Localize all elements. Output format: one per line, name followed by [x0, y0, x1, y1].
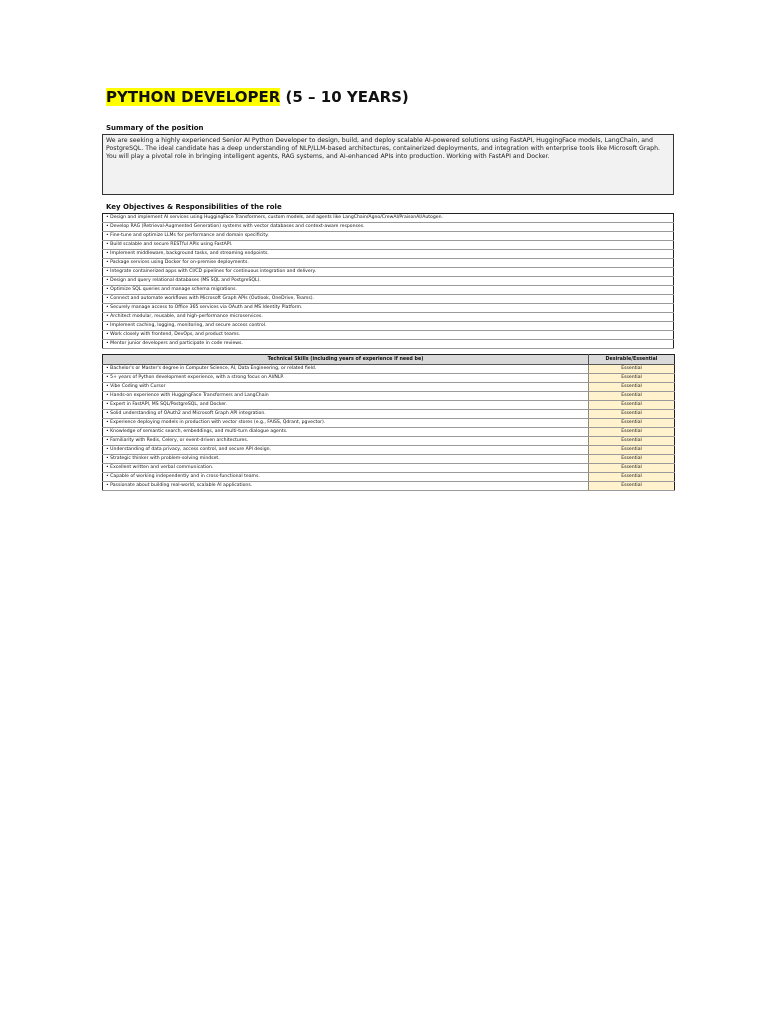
- skill-text: • Expert in FastAPI, MS SQL/PostgreSQL, and Docker.: [103, 401, 589, 410]
- objective-row: [103, 268, 674, 277]
- objective-item: • Design and implement AI services using HuggingFace Transformers, custom models, and agents like LangChain/Agno/CrewAI/PraisonAI/Autogen.: [103, 214, 674, 223]
- objective-row: [103, 241, 674, 250]
- objective-item: • Integrate containerized apps with CI/CD pipelines for continuous integration and delivery.: [103, 268, 674, 277]
- skill-text: • Familiarity with Redis, Celery, or event-driven architectures.: [103, 437, 589, 446]
- skill-row: [103, 365, 675, 374]
- objective-row: [103, 331, 674, 340]
- skill-text: • Strategic thinker with problem-solving mindset.: [103, 455, 589, 464]
- objective-item: • Fine-tune and optimize LLMs for performance and domain specificity.: [103, 232, 674, 241]
- objective-item: • Securely manage access to Office 365 services via OAuth and MS Identity Platform.: [103, 304, 674, 313]
- summary-heading: Summary of the position: [106, 124, 204, 132]
- skill-text: • Hands-on experience with HuggingFace Transformers and LangChain: [103, 392, 589, 401]
- objective-item: • Connect and automate workflows with Microsoft Graph APIs (Outlook, OneDrive, Teams).: [103, 295, 674, 304]
- skill-row: [103, 464, 675, 473]
- skill-requirement: Essential: [589, 392, 675, 401]
- skill-text: • Solid understanding of OAuth2 and Microsoft Graph API integration.: [103, 410, 589, 419]
- skill-row: [103, 410, 675, 419]
- skill-text: • Bachelor's or Master's degree in Computer Science, AI, Data Engineering, or related field.: [103, 365, 589, 374]
- objective-item: • Optimize SQL queries and manage schema migrations.: [103, 286, 674, 295]
- title-highlighted: PYTHON DEVELOPER: [106, 88, 281, 106]
- skill-text: • 5+ years of Python development experience, with a strong focus on AI/NLP.: [103, 374, 589, 383]
- skill-requirement: Essential: [589, 455, 675, 464]
- skill-row: [103, 446, 675, 455]
- skill-row: [103, 473, 675, 482]
- skill-row: [103, 419, 675, 428]
- skill-row: [103, 392, 675, 401]
- skill-text: • Capable of working independently and in cross-functional teams.: [103, 473, 589, 482]
- skill-text: • Experience deploying models in production with vector stores (e.g., FAISS, Qdrant, pgvector).: [103, 419, 589, 428]
- skill-requirement: Essential: [589, 374, 675, 383]
- skill-requirement: Essential: [589, 365, 675, 374]
- objective-item: • Work closely with frontend, DevOps, and product teams.: [103, 331, 674, 340]
- skill-text: • Excellent written and verbal communication.: [103, 464, 589, 473]
- objective-item: • Package services using Docker for on-premise deployments.: [103, 259, 674, 268]
- skill-text: • Passionate about building real-world, scalable AI applications.: [103, 482, 589, 491]
- objective-row: [103, 232, 674, 241]
- objective-item: • Implement middleware, background tasks, and streaming endpoints.: [103, 250, 674, 259]
- skill-requirement: Essential: [589, 401, 675, 410]
- objective-item: • Implement caching, logging, monitoring, and secure access control.: [103, 322, 674, 331]
- skill-requirement: Essential: [589, 464, 675, 473]
- skills-header-row: [103, 355, 675, 365]
- skill-requirement: Essential: [589, 383, 675, 392]
- skill-text: • Vibe Coding with Cursor: [103, 383, 589, 392]
- skill-row: [103, 383, 675, 392]
- objective-row: [103, 313, 674, 322]
- objective-item: • Architect modular, reusable, and high-performance microservices.: [103, 313, 674, 322]
- skills-table: [102, 354, 675, 491]
- objective-item: • Build scalable and secure RESTful APIs using FastAPI.: [103, 241, 674, 250]
- skill-requirement: Essential: [589, 482, 675, 491]
- skill-requirement: Essential: [589, 446, 675, 455]
- objective-item: • Design and query relational databases (MS SQL and PostgreSQL).: [103, 277, 674, 286]
- skill-text: • Knowledge of semantic search, embeddings, and multi-turn dialogue agents.: [103, 428, 589, 437]
- objective-row: [103, 250, 674, 259]
- objective-row: [103, 214, 674, 223]
- skill-requirement: Essential: [589, 410, 675, 419]
- skill-row: [103, 428, 675, 437]
- skill-requirement: Essential: [589, 428, 675, 437]
- skill-row: [103, 455, 675, 464]
- objective-row: [103, 340, 674, 349]
- objective-row: [103, 286, 674, 295]
- objective-row: [103, 304, 674, 313]
- skill-row: [103, 437, 675, 446]
- skill-row: [103, 482, 675, 491]
- objective-row: [103, 259, 674, 268]
- objective-row: [103, 295, 674, 304]
- skill-row: [103, 374, 675, 383]
- objectives-table: [102, 213, 674, 349]
- objectives-heading: Key Objectives & Responsibilities of the role: [106, 203, 282, 211]
- title-rest: (5 – 10 YEARS): [280, 88, 409, 106]
- page-title: [106, 88, 409, 106]
- skill-requirement: Essential: [589, 437, 675, 446]
- objective-row: [103, 223, 674, 232]
- skill-text: • Understanding of data privacy, access control, and secure API design.: [103, 446, 589, 455]
- objective-item: • Develop RAG (Retrieval-Augmented Generation) systems with vector databases and context-aware responses.: [103, 223, 674, 232]
- skill-requirement: Essential: [589, 473, 675, 482]
- skills-col-header: Technical Skills (including years of experience if need be): [103, 355, 589, 365]
- requirement-col-header: Desirable/Essential: [589, 355, 675, 365]
- skill-row: [103, 401, 675, 410]
- skill-requirement: Essential: [589, 419, 675, 428]
- objective-row: [103, 277, 674, 286]
- objective-row: [103, 322, 674, 331]
- objective-item: • Mentor junior developers and participate in code reviews.: [103, 340, 674, 349]
- summary-box: We are seeking a highly experienced Senior AI Python Developer to design, build, and deploy scalable AI-powered solutions using FastAPI, HuggingFace models, LangChain, and PostgreSQL. The ideal candidate has a deep understanding of NLP/LLM-based architectures, containerized deployments, and integration with enterprise tools like Microsoft Graph. You will play a pivotal role in bringing intelligent agents, RAG systems, and AI-enhanced APIs into production. Working with FastAPI and Docker.: [102, 134, 674, 195]
